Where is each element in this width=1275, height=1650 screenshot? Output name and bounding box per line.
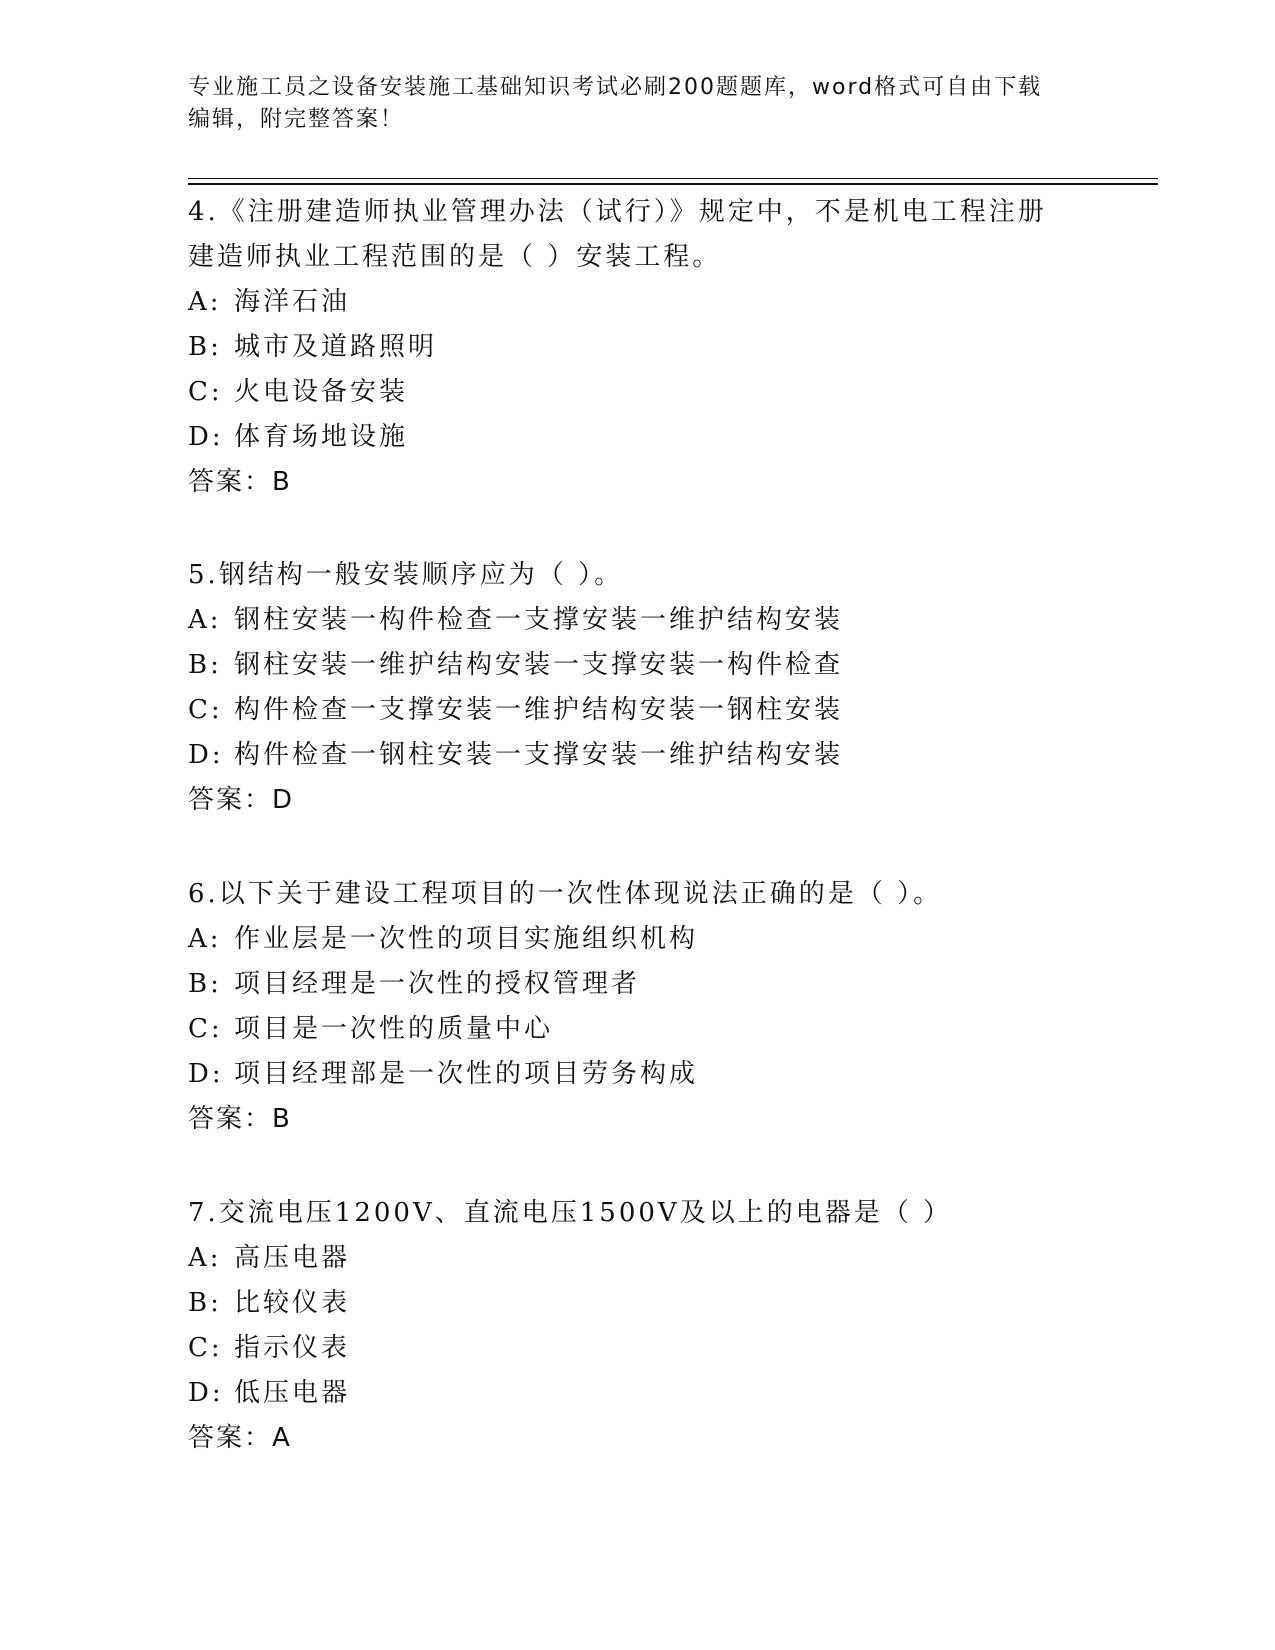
question-stem-continued: 建造师执业工程范围的是（ ）安装工程。 xyxy=(188,242,722,272)
option-text: 指示仪表 xyxy=(234,1333,351,1363)
question-7 xyxy=(188,1191,1088,1461)
question-6 xyxy=(188,872,1088,1142)
option-key: D: xyxy=(188,740,224,770)
option-b xyxy=(188,643,1088,688)
option-text: 构件检查一支撑安装一维护结构安装一钢柱安装 xyxy=(234,695,844,725)
header-divider-thin xyxy=(188,178,1158,179)
option-key: D: xyxy=(188,422,224,452)
option-text: 项目是一次性的质量中心 xyxy=(234,1014,554,1044)
option-b xyxy=(188,962,1088,1007)
option-text: 作业层是一次性的项目实施组织机构 xyxy=(234,924,699,954)
question-4 xyxy=(188,190,1088,505)
option-key: D: xyxy=(188,1059,224,1089)
option-text: 钢柱安装一维护结构安装一支撑安装一构件检查 xyxy=(234,650,844,680)
option-key: C: xyxy=(188,695,223,725)
option-key: A: xyxy=(188,287,222,317)
option-text: 城市及道路照明 xyxy=(234,332,438,362)
header-line-2: 编辑，附完整答案！ xyxy=(188,107,405,132)
option-a xyxy=(188,1236,1088,1281)
option-text: 高压电器 xyxy=(234,1243,351,1273)
option-text: 构件检查一钢柱安装一支撑安装一维护结构安装 xyxy=(234,740,844,770)
option-c xyxy=(188,1007,1088,1052)
option-d xyxy=(188,733,1088,778)
option-key: C: xyxy=(188,377,223,407)
question-stem: 6.以下关于建设工程项目的一次性体现说法正确的是（ ）。 xyxy=(188,879,943,909)
answer-label: 答案：B xyxy=(188,467,292,497)
question-stem: 5.钢结构一般安装顺序应为（ ）。 xyxy=(188,560,624,590)
option-b xyxy=(188,325,1088,370)
option-b xyxy=(188,1281,1088,1326)
document-header xyxy=(188,72,1088,136)
option-text: 海洋石油 xyxy=(234,287,351,317)
option-key: B: xyxy=(188,332,222,362)
option-key: D: xyxy=(188,1378,224,1408)
option-text: 项目经理部是一次性的项目劳务构成 xyxy=(234,1059,699,1089)
option-key: B: xyxy=(188,969,222,999)
option-key: B: xyxy=(188,650,222,680)
option-key: B: xyxy=(188,1288,222,1318)
option-key: C: xyxy=(188,1333,223,1363)
option-text: 钢柱安装一构件检查一支撑安装一维护结构安装 xyxy=(234,605,844,635)
header-divider-thick xyxy=(188,183,1158,185)
option-key: A: xyxy=(188,924,222,954)
option-text: 低压电器 xyxy=(234,1378,351,1408)
option-key: A: xyxy=(188,1243,222,1273)
option-a xyxy=(188,598,1088,643)
option-text: 项目经理是一次性的授权管理者 xyxy=(234,969,641,999)
option-key: A: xyxy=(188,605,222,635)
question-5 xyxy=(188,553,1088,823)
answer-label: 答案：A xyxy=(188,1423,292,1453)
answer-label: 答案：D xyxy=(188,785,295,815)
option-d xyxy=(188,1371,1088,1416)
option-c xyxy=(188,370,1088,415)
question-stem: 7.交流电压1200V、直流电压1500V及以上的电器是（ ） xyxy=(188,1198,952,1228)
option-key: C: xyxy=(188,1014,223,1044)
option-d xyxy=(188,1052,1088,1097)
option-text: 比较仪表 xyxy=(234,1288,351,1318)
question-stem: 4.《注册建造师执业管理办法（试行）》规定中，不是机电工程注册 xyxy=(188,197,1047,227)
answer-label: 答案：B xyxy=(188,1104,292,1134)
option-text: 体育场地设施 xyxy=(234,422,409,452)
option-a xyxy=(188,917,1088,962)
option-a xyxy=(188,280,1088,325)
option-c xyxy=(188,688,1088,733)
header-line-1: 专业施工员之设备安装施工基础知识考试必刷200题题库，word格式可自由下载 xyxy=(188,75,1043,100)
option-d xyxy=(188,415,1088,460)
option-c xyxy=(188,1326,1088,1371)
option-text: 火电设备安装 xyxy=(234,377,409,407)
